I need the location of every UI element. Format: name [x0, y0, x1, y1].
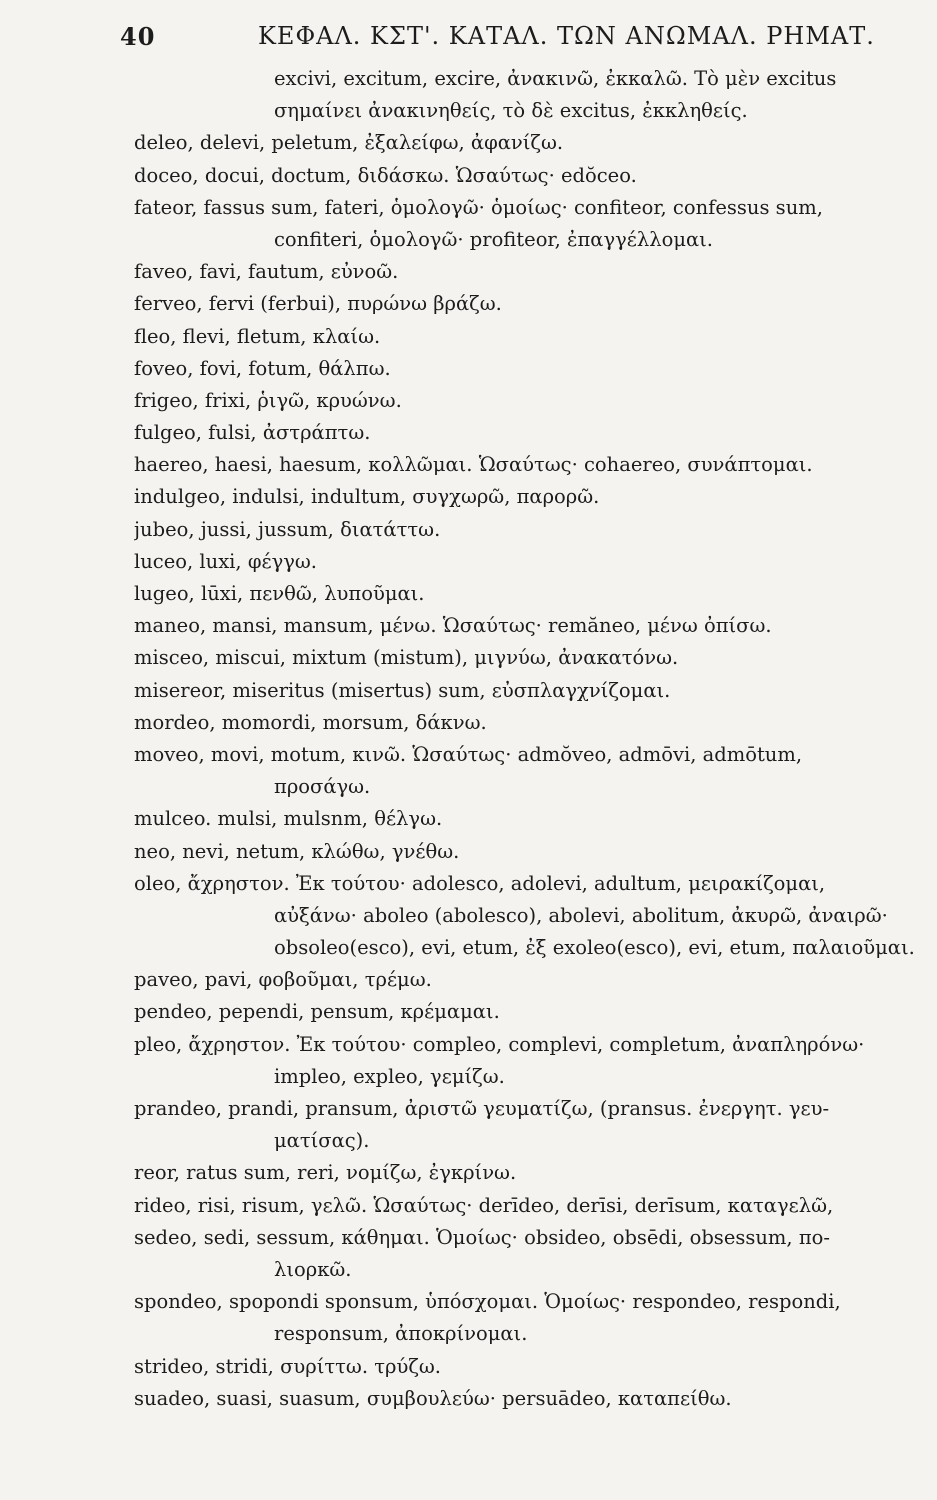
verb-entry-line: rideo, risi, risum, γελῶ. Ὡσαύτως· derīdeo, derīsi, derīsum, καταγελῶ,: [134, 1193, 834, 1217]
verb-entry-line: lugeo, lūxi, πενθῶ, λυποῦμαι.: [134, 582, 425, 605]
verb-entry-line: pleo, ἄχρηστον. Ἐκ τούτου· compleo, complevi, completum, ἀναπληρόνω·: [134, 1032, 865, 1056]
verb-entry-line: oleo, ἄχρηστον. Ἐκ τούτου· adolesco, adolevi, adultum, μειρακίζομαι,: [134, 871, 826, 895]
verb-entry-line: mulceo. mulsi, mulsnm, θέλγω.: [134, 807, 443, 831]
verb-entry-line: reor, ratus sum, reri, νομίζω, ἐγκρίνω.: [134, 1161, 517, 1185]
verb-entry-line: sedeo, sedi, sessum, κάθημαι. Ὁμοίως· obsideo, obsēdi, obsessum, πο-: [134, 1225, 830, 1249]
entry-continuation-line: ματίσας).: [274, 1129, 370, 1153]
verb-entry-line: fateor, fassus sum, fateri, ὁμολογῶ· ὁμοίως· confiteor, confessus sum,: [134, 195, 823, 219]
verb-entry-line: frigeo, frixi, ῥιγῶ, κρυώνω.: [134, 388, 402, 412]
verb-list: [134, 63, 924, 1415]
entry-continuation-line: excivi, excitum, excire, ἀνακινῶ, ἐκκαλῶ. Τὸ μὲν excitus: [274, 67, 837, 90]
verb-entry-line: mordeo, momordi, morsum, δάκνω.: [134, 710, 487, 734]
verb-entry-line: neo, nevi, netum, κλώθω, γνέθω.: [134, 839, 460, 863]
verb-entry-line: ferveo, fervi (ferbui), πυρώνω βράζω.: [134, 292, 502, 316]
running-title: ΚΕΦΑΛ. ΚΣΤ'. ΚΑΤΑΛ. ΤΩΝ ΑΝΩΜΑΛ. ΡΗΜΑΤ.: [258, 22, 875, 50]
verb-entry-line: paveo, pavi, φοβοῦμαι, τρέμω.: [134, 968, 432, 992]
verb-entry-line: suadeo, suasi, suasum, συμβουλεύω· persuādeo, καταπείθω.: [134, 1386, 732, 1410]
verb-entry-line: faveo, favi, fautum, εὐνοῶ.: [134, 260, 399, 284]
entry-continuation-line: confiteri, ὁμολογῶ· profiteor, ἐπαγγέλλομαι.: [274, 227, 714, 251]
verb-entry-line: strideo, stridi, συρίττω. τρύζω.: [134, 1354, 442, 1378]
verb-entry-line: deleo, delevi, peletum, ἐξαλείφω, ἀφανίζω.: [134, 131, 564, 155]
page-number: 40: [120, 22, 156, 51]
entry-continuation-line: λιορκῶ.: [274, 1257, 352, 1281]
verb-entry-line: spondeo, spopondi sponsum, ὑπόσχομαι. Ὁμοίως· respondeo, respondi,: [134, 1290, 841, 1314]
verb-entry-line: moveo, movi, motum, κινῶ. Ὡσαύτως· admŏveo, admōvi, admōtum,: [134, 742, 803, 766]
verb-entry-line: maneo, mansi, mansum, μένω. Ὡσαύτως· remăneo, μένω ὀπίσω.: [134, 614, 772, 638]
entry-continuation-line: obsoleo(esco), evi, etum, ἐξ exoleo(esco), evi, etum, παλαιοῦμαι.: [274, 936, 915, 960]
entry-continuation-line: impleo, expleo, γεμίζω.: [274, 1064, 505, 1088]
verb-entry-line: indulgeo, indulsi, indultum, συγχωρῶ, παρορῶ.: [134, 485, 600, 509]
verb-entry-line: doceo, docui, doctum, διδάσκω. Ὡσαύτως· edŏceo.: [134, 163, 637, 187]
entry-continuation-line: responsum, ἀποκρίνομαι.: [274, 1322, 528, 1346]
verb-entry-line: foveo, fovi, fotum, θάλπω.: [134, 356, 391, 380]
verb-entry-line: fleo, flevi, fletum, κλαίω.: [134, 324, 381, 348]
verb-entry-line: prandeo, prandi, pransum, ἀριστῶ γευματίζω, (pransus. ἐνεργητ. γευ-: [134, 1097, 830, 1120]
verb-entry-line: misceo, miscui, mixtum (mistum), μιγνύω, ἀνακατόνω.: [134, 646, 679, 670]
verb-entry-line: jubeo, jussi, jussum, διατάττω.: [134, 517, 441, 541]
verb-entry-line: misereor, miseritus (misertus) sum, εὐσπλαγχνίζομαι.: [134, 678, 671, 702]
entry-continuation-line: προσάγω.: [274, 775, 371, 799]
verb-entry-line: luceo, luxi, φέγγω.: [134, 549, 317, 573]
page-header: [120, 22, 900, 58]
entry-continuation-line: σημαίνει ἀνακινηθείς, τὸ δὲ excitus, ἐκκληθείς.: [274, 99, 748, 123]
verb-entry-line: pendeo, pependi, pensum, κρέμαμαι.: [134, 1000, 500, 1024]
verb-entry-line: haereo, haesi, haesum, κολλῶμαι. Ὡσαύτως· cohaereo, συνάπτομαι.: [134, 453, 813, 477]
verb-entry-line: fulgeo, fulsi, ἀστράπτω.: [134, 421, 371, 445]
entry-continuation-line: αὐξάνω· aboleo (abolesco), abolevi, abolitum, ἀκυρῶ, ἀναιρῶ·: [274, 903, 888, 927]
